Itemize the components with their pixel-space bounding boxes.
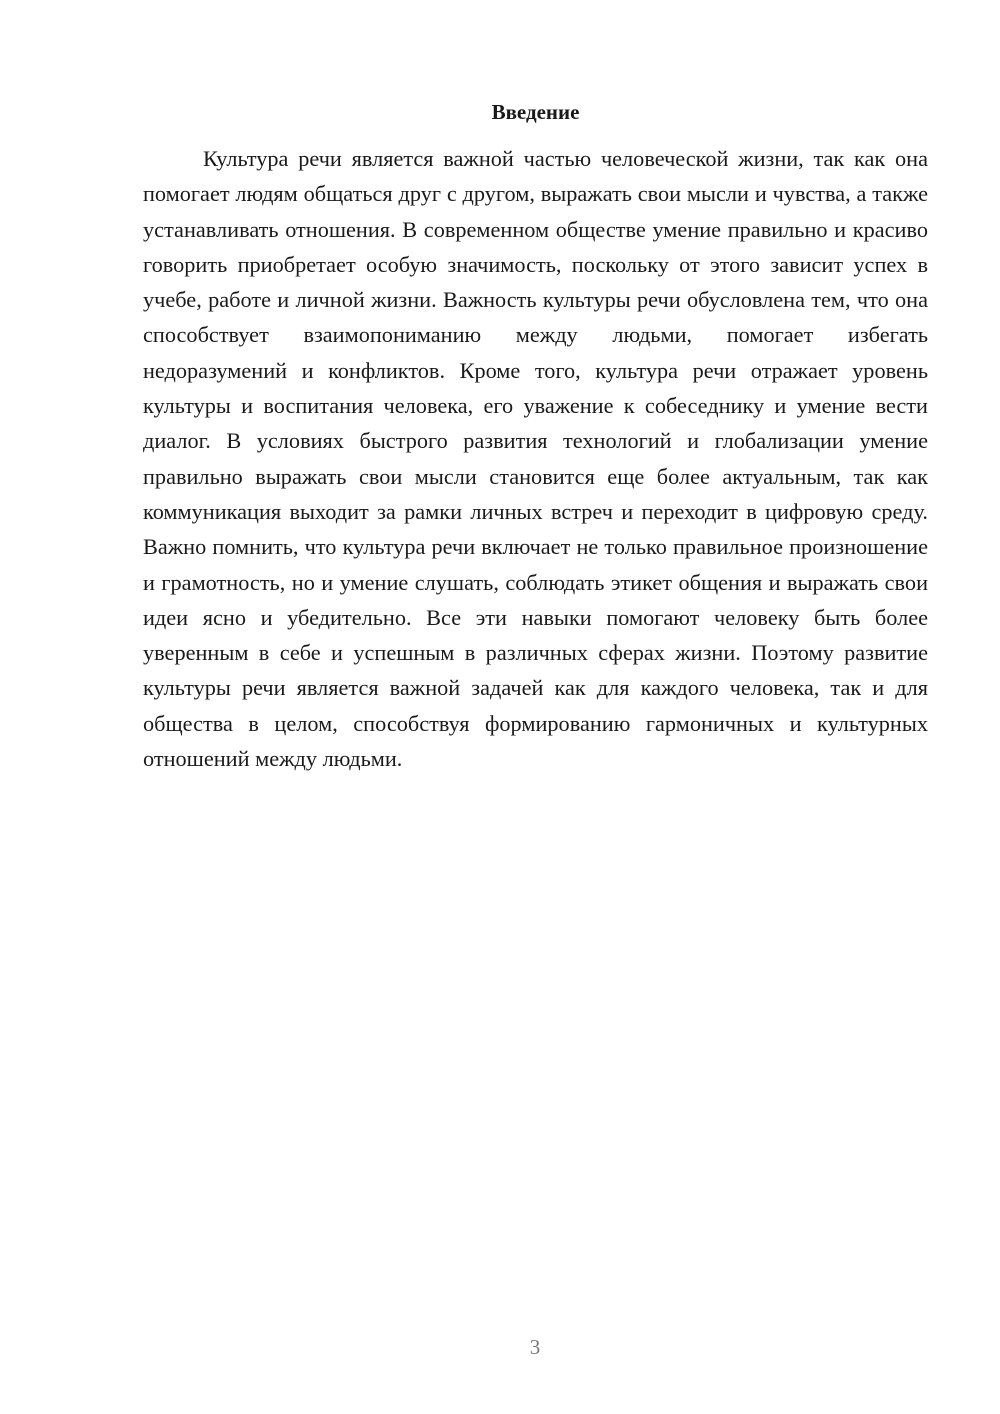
section-heading: Введение [491, 100, 580, 124]
page-number: 3 [529, 1335, 541, 1359]
body-paragraph: Культура речи является важной частью человеческой жизни, так как она помогает людям общаться друг с другом, выражать свои мысли и чувства, а также устанавливать отношения. В современном обществе умение правильно и красиво говорить приобретает особую значимость, поскольку от этого зависит успех в учебе, работе и личной жизни. Важность культуры речи обусловлена тем, что она способствует взаимопониманию между людьми, помогает избегать недоразумений и конфликтов. Кроме того, культура речи отражает уровень культуры и воспитания человека, его уважение к собеседнику и умение вести диалог. В условиях быстрого развития технологий и глобализации умение правильно выражать свои мысли становится еще более актуальным, так как коммуникация выходит за рамки личных встреч и переходит в цифровую среду. Важно помнить, что культура речи включает не только правильное произношение и грамотность, но и умение слушать, соблюдать этикет общения и выражать свои идеи ясно и убедительно. Все эти навыки помогают человеку быть более уверенным в себе и успешным в различных сферах жизни. Поэтому развитие культуры речи является важной задачей как для каждого человека, так и для общества в целом, способствуя формированию гармоничных и культурных отношений между людьми. [143, 146, 928, 772]
